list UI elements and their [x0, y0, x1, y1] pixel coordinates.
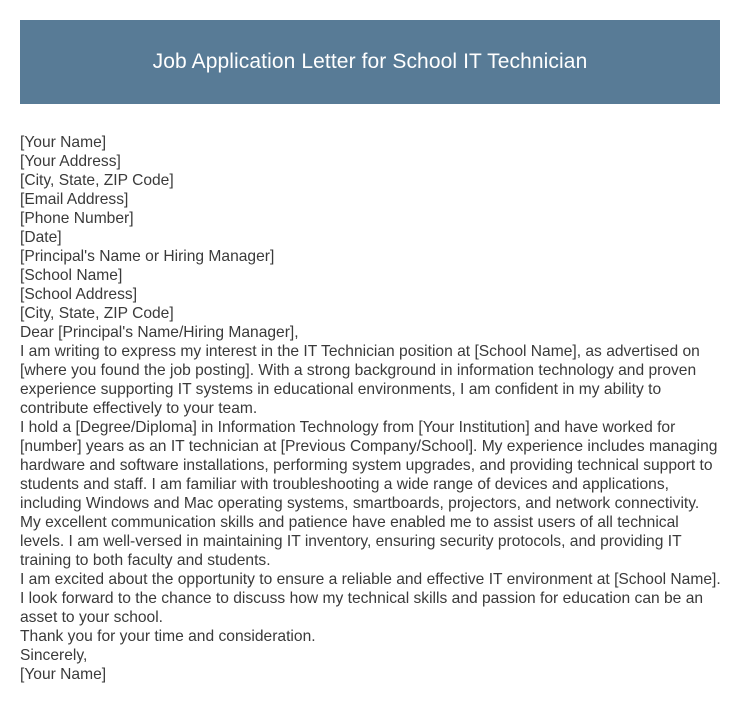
recipient-name: [Principal's Name or Hiring Manager] [20, 248, 275, 265]
paragraph-thanks: Thank you for your time and consideration. [20, 628, 316, 645]
letter-body [20, 133, 722, 684]
letter-date: [Date] [20, 229, 62, 246]
paragraph-experience: I hold a [Degree/Diploma] in Information Technology from [Your Institution] and have worked for [number] years as an IT technician at [Previous Company/School]. My experience includes managing hardware and software installations, performing system upgrades, and providing technical support to students and staff. I am familiar with troubleshooting a wide range of devices and applications, including Windows and Mac operating systems, smartboards, projectors, and network connectivity. [20, 419, 718, 512]
recipient-city-state-zip: [City, State, ZIP Code] [20, 305, 174, 322]
recipient-school: [School Name] [20, 267, 123, 284]
sender-name: [Your Name] [20, 134, 107, 151]
sender-address: [Your Address] [20, 153, 121, 170]
paragraph-skills: My excellent communication skills and patience have enabled me to assist users of all technical levels. I am well-versed in maintaining IT inventory, ensuring security protocols, and providing IT training to both faculty and students. [20, 514, 682, 569]
sender-phone: [Phone Number] [20, 210, 134, 227]
paragraph-intro: I am writing to express my interest in the IT Technician position at [School Name], as advertised on [where you found the job posting]. With a strong background in information technology and proven experience supporting IT systems in educational environments, I am confident in my ability to contribute effectively to your team. [20, 343, 700, 417]
recipient-address: [School Address] [20, 286, 138, 303]
sender-city-state-zip: [City, State, ZIP Code] [20, 172, 174, 189]
signature: [Your Name] [20, 666, 107, 683]
letter-header [20, 20, 720, 104]
page-title: Job Application Letter for School IT Technician [152, 50, 588, 73]
paragraph-closing: I am excited about the opportunity to ensure a reliable and effective IT environment at [School Name]. I look forward to the chance to discuss how my technical skills and passion for education can be an asset to your school. [20, 571, 721, 626]
sender-email: [Email Address] [20, 191, 129, 208]
salutation: Dear [Principal's Name/Hiring Manager], [20, 324, 299, 341]
closing: Sincerely, [20, 647, 88, 664]
